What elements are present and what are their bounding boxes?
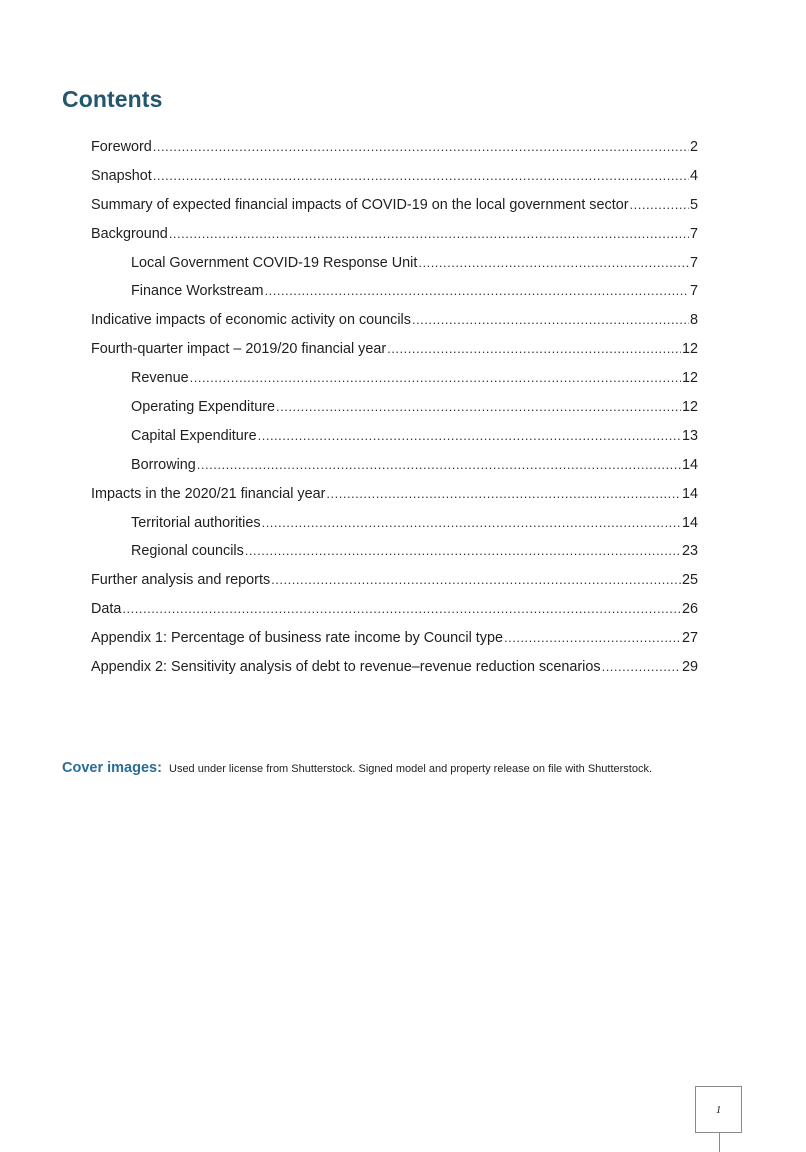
toc-entry-indicative-impacts[interactable]: [91, 306, 698, 335]
toc-entry-label: Impacts in the 2020/21 financial year: [91, 485, 326, 502]
toc-entry-appendix-1[interactable]: [91, 624, 698, 653]
toc-leader-dots: [602, 653, 681, 682]
toc-entry-summary[interactable]: [91, 191, 698, 220]
cover-images-text: Used under license from Shutterstock. Signed model and property release on file with Shutterstock.: [169, 763, 653, 775]
toc-entry-label: Capital Expenditure: [131, 427, 257, 444]
toc-entry-page: 5: [689, 196, 698, 213]
toc-entry-page: 27: [681, 630, 698, 647]
toc-leader-dots: [265, 277, 689, 306]
toc-entry-label: Fourth-quarter impact – 2019/20 financial year: [91, 341, 387, 358]
toc-entry-page: 25: [681, 572, 698, 589]
toc-entry-label: Revenue: [131, 370, 189, 387]
toc-entry-label: Borrowing: [131, 456, 196, 473]
toc-entry-page: 29: [681, 659, 698, 676]
toc-entry-foreword[interactable]: [91, 133, 698, 162]
toc-entry-label: Indicative impacts of economic activity on councils: [91, 312, 411, 329]
toc-entry-borrowing[interactable]: [91, 451, 698, 480]
toc-entry-appendix-2[interactable]: [91, 653, 698, 682]
toc-entry-page: 14: [681, 485, 698, 502]
toc-entry-regional-councils[interactable]: [91, 537, 698, 566]
toc-entry-page: 4: [689, 167, 698, 184]
toc-entry-page: 14: [681, 514, 698, 531]
toc-entry-data[interactable]: [91, 595, 698, 624]
page-number-box: [695, 1086, 742, 1133]
toc-entry-impacts-2020-21[interactable]: [91, 480, 698, 509]
toc-leader-dots: [418, 249, 689, 278]
toc-entry-label: Regional councils: [131, 543, 244, 560]
toc-entry-page: 7: [689, 283, 698, 300]
toc-entry-page: 26: [681, 601, 698, 618]
toc-entry-label: Data: [91, 601, 122, 618]
toc-entry-page: 14: [681, 456, 698, 473]
toc-leader-dots: [412, 306, 689, 335]
toc-entry-territorial-authorities[interactable]: [91, 509, 698, 538]
toc-leader-dots: [387, 335, 681, 364]
toc-entry-label: Territorial authorities: [131, 514, 261, 531]
toc-leader-dots: [630, 191, 689, 220]
toc-entry-finance-workstream[interactable]: [91, 277, 698, 306]
page-title: Contents: [62, 86, 163, 112]
toc-entry-label: Appendix 2: Sensitivity analysis of debt to revenue–revenue reduction scenarios: [91, 659, 601, 676]
toc-entry-label: Finance Workstream: [131, 283, 264, 300]
toc-entry-operating-expenditure[interactable]: [91, 393, 698, 422]
toc-entry-page: 12: [681, 370, 698, 387]
toc-leader-dots: [153, 162, 689, 191]
toc-entry-label: Operating Expenditure: [131, 399, 275, 416]
toc-entry-label: Foreword: [91, 139, 152, 155]
toc-entry-label: Local Government COVID-19 Response Unit: [131, 254, 418, 271]
toc-leader-dots: [258, 422, 681, 451]
toc-entry-response-unit[interactable]: [91, 249, 698, 278]
toc-entry-page: 12: [681, 341, 698, 358]
toc-entry-page: 8: [689, 312, 698, 329]
toc-leader-dots: [190, 364, 681, 393]
toc-entry-background[interactable]: [91, 220, 698, 249]
toc-entry-page: 13: [681, 427, 698, 444]
toc-entry-label: Snapshot: [91, 167, 152, 184]
toc-leader-dots: [169, 220, 689, 249]
toc-leader-dots: [262, 509, 681, 538]
cover-images-label: Cover images:: [62, 760, 162, 776]
toc-leader-dots: [122, 595, 681, 624]
toc-leader-dots: [504, 624, 681, 653]
toc-entry-page: 7: [689, 225, 698, 242]
toc-entry-page: 2: [689, 139, 698, 155]
toc-entry-label: Appendix 1: Percentage of business rate income by Council type: [91, 630, 503, 647]
page-number: 1: [715, 1103, 722, 1116]
toc-entry-page: 23: [681, 543, 698, 560]
toc-entry-page: 12: [681, 399, 698, 416]
table-of-contents: [91, 133, 698, 682]
toc-entry-capital-expenditure[interactable]: [91, 422, 698, 451]
toc-leader-dots: [276, 393, 681, 422]
toc-entry-page: 7: [689, 254, 698, 271]
toc-entry-fourth-quarter[interactable]: [91, 335, 698, 364]
toc-leader-dots: [153, 133, 689, 162]
toc-leader-dots: [271, 566, 681, 595]
page-number-divider: [719, 1133, 720, 1152]
toc-entry-label: Summary of expected financial impacts of COVID-19 on the local government sector: [91, 196, 629, 213]
toc-leader-dots: [326, 480, 681, 509]
toc-entry-further-analysis[interactable]: [91, 566, 698, 595]
toc-entry-label: Further analysis and reports: [91, 572, 271, 589]
toc-leader-dots: [245, 537, 681, 566]
toc-entry-label: Background: [91, 225, 168, 242]
toc-leader-dots: [197, 451, 681, 480]
toc-entry-revenue[interactable]: [91, 364, 698, 393]
toc-entry-snapshot[interactable]: [91, 162, 698, 191]
cover-images-credit: [62, 760, 652, 776]
